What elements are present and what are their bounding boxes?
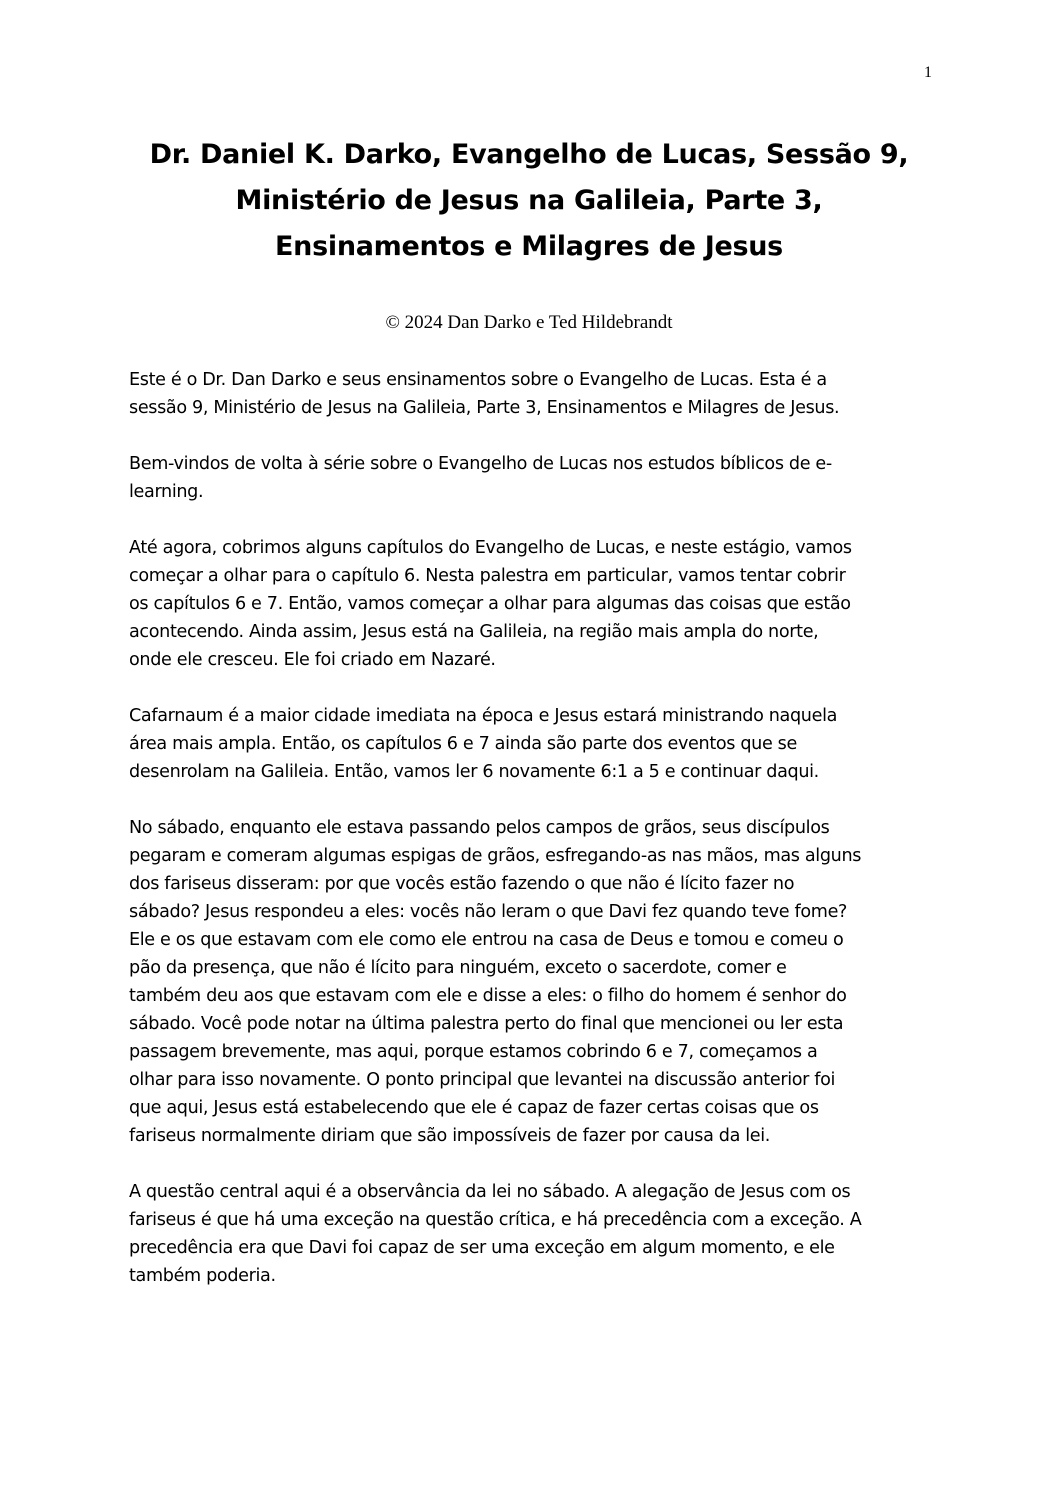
text-line: fariseus normalmente diriam que são impossíveis de fazer por causa da lei.	[129, 1126, 771, 1146]
text-line: também poderia.	[129, 1266, 276, 1286]
copyright-notice: © 2024 Dan Darko e Ted Hildebrandt	[385, 312, 673, 333]
text-line: sessão 9, Ministério de Jesus na Galileia, Parte 3, Ensinamentos e Milagres de Jesus.	[129, 398, 840, 418]
text-line: sábado? Jesus respondeu a eles: vocês não leram o que Davi fez quando teve fome?	[129, 902, 848, 922]
paragraph	[129, 366, 929, 422]
text-line: A questão central aqui é a observância da lei no sábado. A alegação de Jesus com os	[129, 1182, 851, 1202]
text-line: No sábado, enquanto ele estava passando pelos campos de grãos, seus discípulos	[129, 818, 830, 838]
text-line: os capítulos 6 e 7. Então, vamos começar a olhar para algumas das coisas que estão	[129, 594, 851, 614]
text-line: acontecendo. Ainda assim, Jesus está na Galileia, na região mais ampla do norte,	[129, 622, 819, 642]
text-line: passagem brevemente, mas aqui, porque estamos cobrindo 6 e 7, começamos a	[129, 1042, 818, 1062]
title-line: Ministério de Jesus na Galileia, Parte 3,	[235, 185, 823, 216]
text-line: dos fariseus disseram: por que vocês estão fazendo o que não é lícito fazer no	[129, 874, 795, 894]
text-line: pão da presença, que não é lícito para ninguém, exceto o sacerdote, comer e	[129, 958, 787, 978]
text-line: área mais ampla. Então, os capítulos 6 e 7 ainda são parte dos eventos que se	[129, 734, 797, 754]
text-line: Bem-vindos de volta à série sobre o Evangelho de Lucas nos estudos bíblicos de e-	[129, 454, 832, 474]
text-line: learning.	[129, 482, 204, 502]
paragraph	[129, 814, 929, 1150]
text-line: sábado. Você pode notar na última palestra perto do final que mencionei ou ler esta	[129, 1014, 844, 1034]
title-line: Ensinamentos e Milagres de Jesus	[275, 231, 783, 262]
text-line: começar a olhar para o capítulo 6. Nesta palestra em particular, vamos tentar cobrir	[129, 566, 846, 586]
text-line: Cafarnaum é a maior cidade imediata na época e Jesus estará ministrando naquela	[129, 706, 838, 726]
title-line: Dr. Daniel K. Darko, Evangelho de Lucas, Sessão 9,	[149, 139, 909, 170]
document-title	[100, 132, 958, 270]
text-line: olhar para isso novamente. O ponto principal que levantei na discussão anterior foi	[129, 1070, 836, 1090]
text-line: onde ele cresceu. Ele foi criado em Nazaré.	[129, 650, 496, 670]
text-line: Ele e os que estavam com ele como ele entrou na casa de Deus e tomou e comeu o	[129, 930, 844, 950]
paragraph	[129, 702, 929, 786]
text-line: que aqui, Jesus está estabelecendo que ele é capaz de fazer certas coisas que os	[129, 1098, 819, 1118]
text-line: Até agora, cobrimos alguns capítulos do Evangelho de Lucas, e neste estágio, vamos	[129, 538, 852, 558]
paragraph	[129, 450, 929, 506]
page-number: 1	[924, 64, 932, 81]
document-body	[129, 366, 929, 1318]
text-line: Este é o Dr. Dan Darko e seus ensinamentos sobre o Evangelho de Lucas. Esta é a	[129, 370, 827, 390]
paragraph	[129, 1178, 929, 1290]
text-line: pegaram e comeram algumas espigas de grãos, esfregando-as nas mãos, mas alguns	[129, 846, 862, 866]
text-line: fariseus é que há uma exceção na questão crítica, e há precedência com a exceção. A	[129, 1210, 862, 1230]
text-line: precedência era que Davi foi capaz de ser uma exceção em algum momento, e ele	[129, 1238, 835, 1258]
text-line: desenrolam na Galileia. Então, vamos ler 6 novamente 6:1 a 5 e continuar daqui.	[129, 762, 819, 782]
paragraph	[129, 534, 929, 674]
text-line: também deu aos que estavam com ele e disse a eles: o filho do homem é senhor do	[129, 986, 847, 1006]
